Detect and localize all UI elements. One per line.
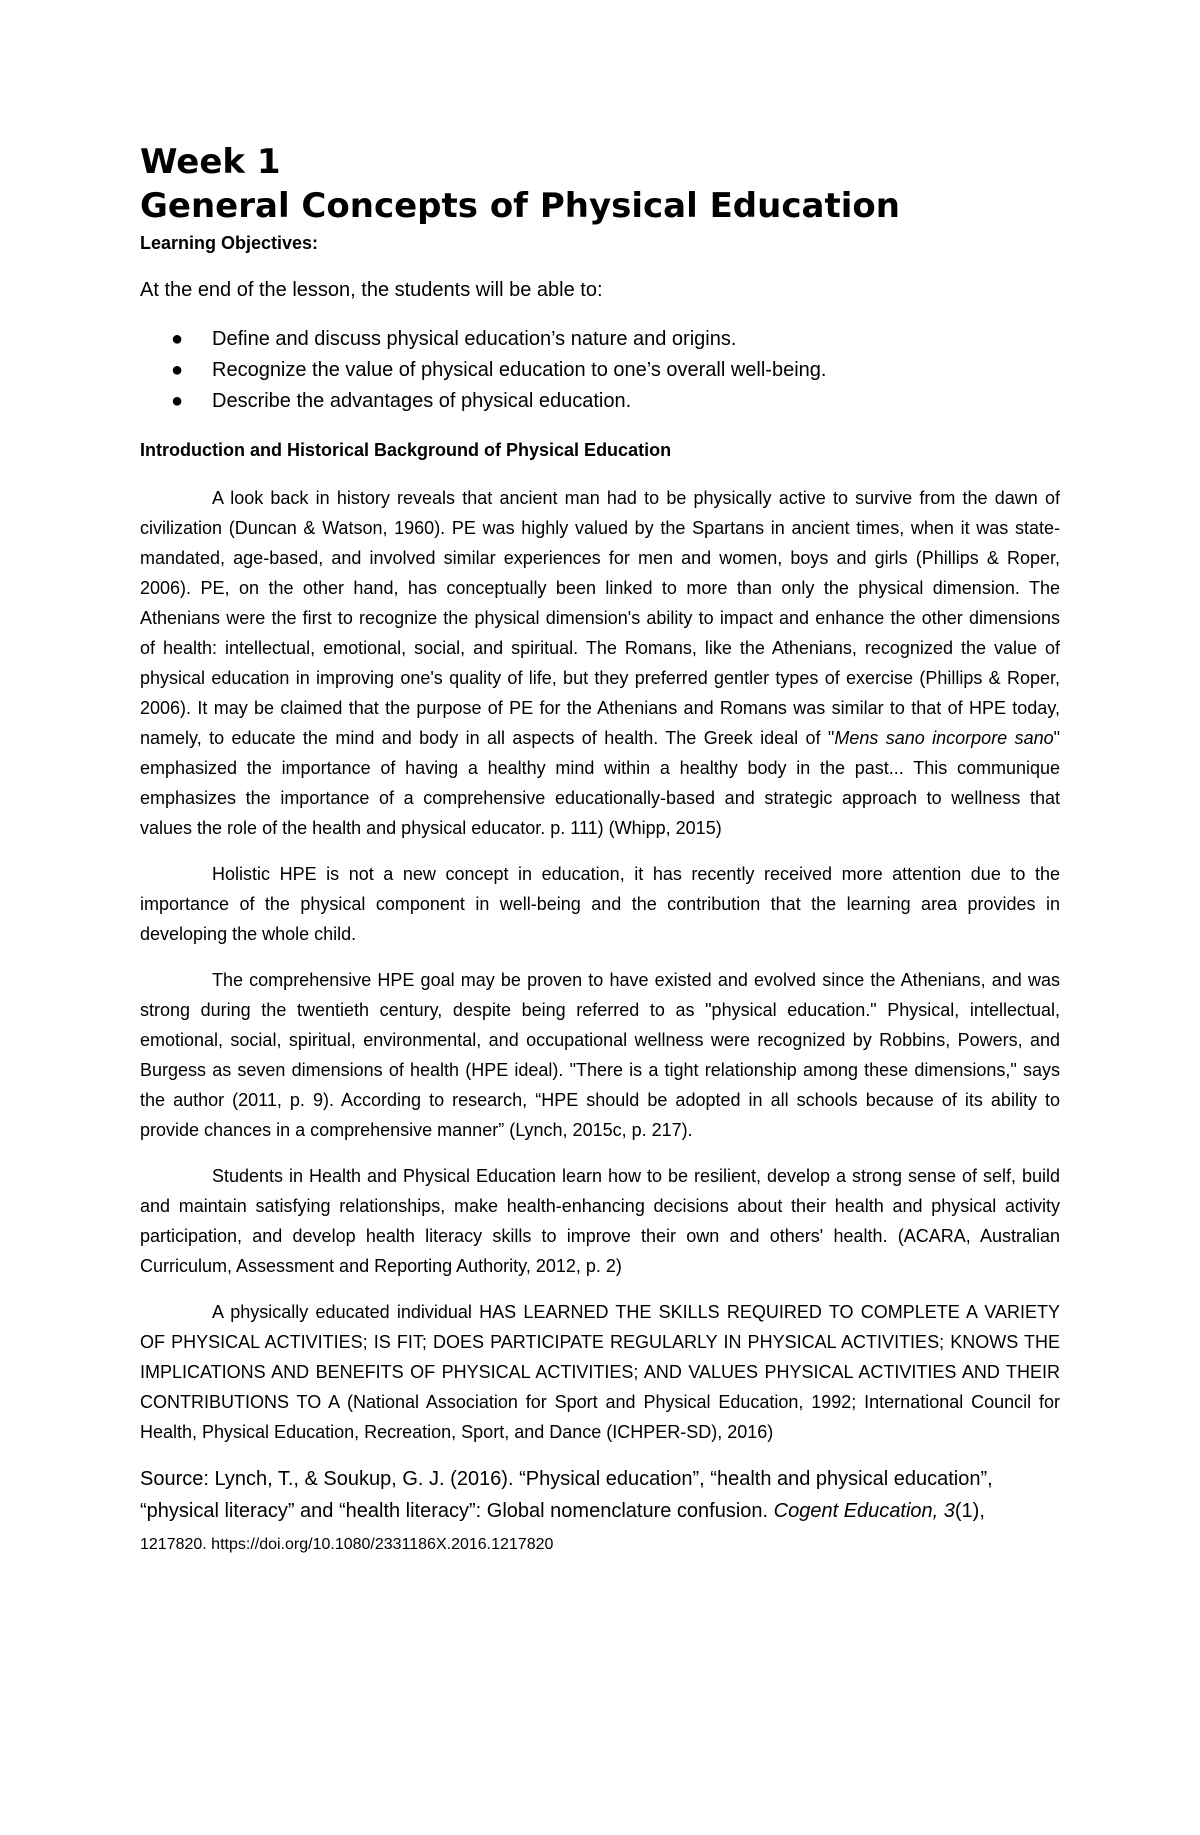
bullet-icon: ● xyxy=(171,328,184,350)
objective-text: Recognize the value of physical education to one’s overall well-being. xyxy=(212,359,827,381)
objective-item xyxy=(140,355,1060,386)
document-page xyxy=(140,140,1060,1561)
bullet-icon: ● xyxy=(171,359,184,381)
paragraph-history xyxy=(140,483,1060,843)
objective-text: Define and discuss physical education’s nature and origins. xyxy=(212,328,737,350)
paragraph-holistic: Holistic HPE is not a new concept in education, it has recently received more attention due to the importance of the physical component in well-being and the contribution that the learning area provides in developing the whole child. xyxy=(140,864,1060,944)
objective-text: Describe the advantages of physical education. xyxy=(212,390,632,412)
bullet-icon: ● xyxy=(171,390,184,412)
paragraph-history-part2: " emphasized the importance of having a healthy mind within a healthy body in the past... This communique emphasizes the importance of a comprehensive educationally-based and strategic approach to wellness that values the role of the health and physical educator. p. 111) (Whipp, 2015) xyxy=(140,728,1061,838)
objective-item xyxy=(140,324,1060,355)
objective-item xyxy=(140,386,1060,417)
objectives-list xyxy=(140,324,1060,417)
objectives-intro: At the end of the lesson, the students will be able to: xyxy=(140,279,603,301)
paragraph-comprehensive: The comprehensive HPE goal may be proven to have existed and evolved since the Athenians, and was strong during the twentieth century, despite being referred to as "physical education." Physical, intellectual, emotional, social, spiritual, environmental, and occupational wellness were recognized by Robbins, Powers, and Burgess as seven dimensions of health (HPE ideal). "There is a tight relationship among these dimensions," says the author (2011, p. 9). According to research, “HPE should be adopted in all schools because of its ability to provide chances in a comprehensive manner” (Lynch, 2015c, p. 217). xyxy=(140,970,1060,1140)
section-heading: Introduction and Historical Background of Physical Education xyxy=(140,440,672,460)
paragraph-educated-individual: A physically educated individual HAS LEARNED THE SKILLS REQUIRED TO COMPLETE A VARIETY OF PHYSICAL ACTIVITIES; IS FIT; DOES PARTICIPATE REGULARLY IN PHYSICAL ACTIVITIES; KNOWS THE IMPLICATIONS AND BENEFITS OF PHYSICAL ACTIVITIES; AND VALUES PHYSICAL ACTIVITIES AND THEIR CONTRIBUTIONS TO A (National Association for Sport and Physical Education, 1992; International Council for Health, Physical Education, Recreation, Sport, and Dance (ICHPER-SD), 2016) xyxy=(140,1302,1060,1442)
week-heading: Week 1 xyxy=(140,142,281,182)
source-citation xyxy=(140,1463,1060,1561)
source-text: Source: Lynch, T., & Soukup, G. J. (2016). “Physical education”, “health and physical education”, “physical literacy” and “health literacy”: Global nomenclature confusion. xyxy=(140,1468,993,1522)
source-journal: Cogent Education, 3 xyxy=(773,1500,955,1522)
source-issue: (1), xyxy=(954,1500,985,1522)
page-title: General Concepts of Physical Education xyxy=(140,186,900,226)
source-doi: 1217820. https://doi.org/10.1080/2331186X.2016.1217820 xyxy=(140,1536,554,1553)
learning-objectives-label: Learning Objectives: xyxy=(140,233,319,253)
paragraph-students: Students in Health and Physical Education learn how to be resilient, develop a strong sense of self, build and maintain satisfying relationships, make health-enhancing decisions about their health and physical activity participation, and develop health literacy skills to improve their own and others' health. (ACARA, Australian Curriculum, Assessment and Reporting Authority, 2012, p. 2) xyxy=(140,1166,1060,1276)
paragraph-history-part1: A look back in history reveals that ancient man had to be physically active to survive from the dawn of civilization (Duncan & Watson, 1960). PE was highly valued by the Spartans in ancient times, when it was state-mandated, age-based, and involved similar experiences for men and women, boys and girls (Phillips & Roper, 2006). PE, on the other hand, has conceptually been linked to more than only the physical dimension. The Athenians were the first to recognize the physical dimension's ability to impact and enhance the other dimensions of health: intellectual, emotional, social, and spiritual. The Romans, like the Athenians, recognized the value of physical education in improving one's quality of life, but they preferred gentler types of exercise (Phillips & Roper, 2006). It may be claimed that the purpose of PE for the Athenians and Romans was similar to that of HPE today, namely, to educate the mind and body in all aspects of health. The Greek ideal of " xyxy=(140,488,1060,748)
latin-phrase: Mens sano incorpore sano xyxy=(834,728,1054,748)
